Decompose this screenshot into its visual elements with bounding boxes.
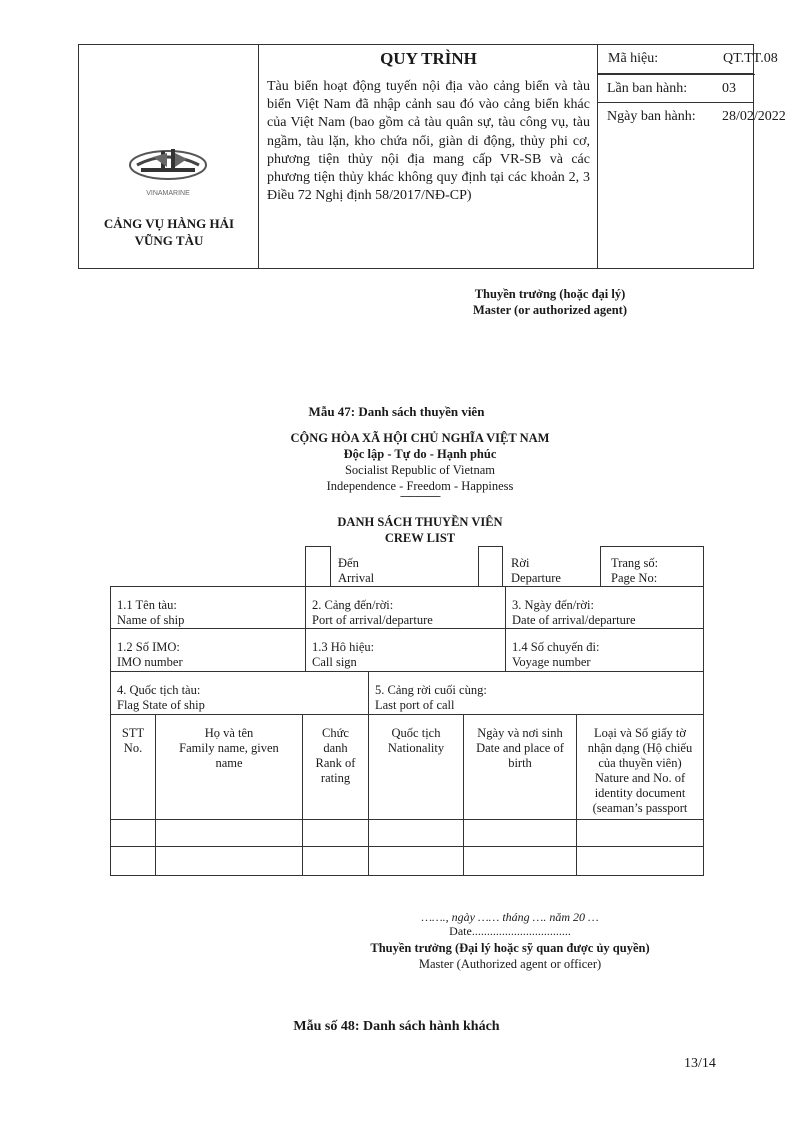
meta-issue-value: 03	[722, 81, 736, 96]
col-header-nationality: Quốc tịch Nationality	[387, 726, 445, 755]
meta-code-value: QT.TT.08	[723, 51, 778, 66]
svg-text:VINAMARINE: VINAMARINE	[146, 190, 190, 197]
crew-list-title-vi: DANH SÁCH THUYỀN VIÊN	[337, 515, 503, 529]
national-heading	[240, 430, 600, 494]
field-last-port: 5. Cảng rời cuối cùng: Last port of call	[375, 683, 487, 712]
field-imo: 1.2 Số IMO: IMO number	[117, 640, 183, 669]
master-signature-en: Master (or authorized agent)	[472, 303, 628, 317]
col-header-identity-document: Loại và Số giấy tờ nhận dạng (Hộ chiếu của thuyền viên) Nature and No. of identity document (seaman’s passport	[587, 726, 693, 815]
form-48-title: Mẫu số 48: Danh sách hành khách	[293, 1019, 500, 1034]
nation-motto-vi: Độc lập - Tự do - Hạnh phúc	[343, 447, 497, 461]
nation-name-en: Socialist Republic of Vietnam	[344, 463, 496, 477]
date-line	[380, 910, 640, 938]
meta-code-label: Mã hiệu:	[608, 51, 659, 66]
master-signature-vi: Thuyền trưởng (hoặc đại lý)	[474, 287, 626, 301]
arrival-checkbox-label: Đến Arrival	[338, 556, 375, 585]
departure-checkbox-label: Rời Departure	[511, 556, 561, 585]
form-47-title: Mẫu 47: Danh sách thuyền viên	[308, 404, 485, 419]
page-number: 13/14	[684, 1056, 716, 1071]
col-header-rank: Chức danh Rank of rating	[315, 726, 356, 785]
separator-line: ---------------	[400, 490, 440, 502]
signature-title-en: Master (Authorized agent or officer)	[418, 957, 602, 971]
meta-issue-label: Lần ban hành:	[607, 81, 688, 96]
header-org-cell	[79, 45, 259, 268]
master-signature-block	[440, 286, 660, 318]
document-type: QUY TRÌNH	[380, 49, 477, 68]
procedure-description: Tàu biển hoạt động tuyến nội địa vào cảng biển và tàu biển Việt Nam đã nhập cảnh sau đó vào cảng biển khác của Việt Nam (bao gồm cả tàu quân sự, tàu công vụ, tàu ngầm, tàu lặn, kho chứa nổi, giàn di động, thủy phi cơ, phương tiện thủy nội địa mang cấp VR-SB và các phương tiện thủy khác không quy định tại các khoản 2, 3 Điều 72 Nghị định 58/2017/NĐ-CP)	[267, 79, 590, 204]
field-call-sign: 1.3 Hô hiệu: Call sign	[312, 640, 375, 669]
field-date: 3. Ngày đến/rời: Date of arrival/departure	[512, 598, 636, 627]
table-row[interactable]	[111, 820, 703, 846]
date-line-en: Date.................................	[449, 924, 571, 938]
date-line-vi: ……., ngày …… tháng …. năm 20 …	[421, 910, 599, 924]
meta-date-label: Ngày ban hành:	[607, 109, 696, 124]
page-number-label: Trang số: Page No:	[611, 556, 659, 585]
crew-list-signature	[330, 940, 690, 972]
table-row[interactable]	[111, 847, 703, 875]
organization-name: CẢNG VỤ HÀNG HẢI VŨNG TÀU	[103, 216, 235, 248]
nation-motto-en: Independence - Freedom - Happiness	[326, 479, 514, 493]
field-ship-name: 1.1 Tên tàu: Name of ship	[117, 598, 185, 627]
vinamarine-logo	[123, 143, 213, 203]
field-port: 2. Cảng đến/rời: Port of arrival/departure	[312, 598, 433, 627]
col-header-birth: Ngày và nơi sinh Date and place of birth	[476, 726, 564, 770]
col-header-name: Họ và tên Family name, given name	[179, 726, 279, 770]
field-voyage: 1.4 Số chuyến đi: Voyage number	[512, 640, 600, 669]
col-header-no: STT No.	[121, 726, 145, 755]
nation-name-vi: CỘNG HÒA XÃ HỘI CHỦ NGHĨA VIỆT NAM	[290, 431, 550, 445]
crew-list-title-en: CREW LIST	[384, 531, 456, 545]
meta-date-value: 28/02/2022	[722, 109, 786, 124]
crew-list-title	[300, 514, 540, 546]
signature-title-vi: Thuyền trưởng (Đại lý hoặc sỹ quan được ủy quyền)	[370, 941, 650, 955]
header-procedure-cell	[259, 45, 598, 268]
field-flag-state: 4. Quốc tịch tàu: Flag State of ship	[117, 683, 205, 712]
